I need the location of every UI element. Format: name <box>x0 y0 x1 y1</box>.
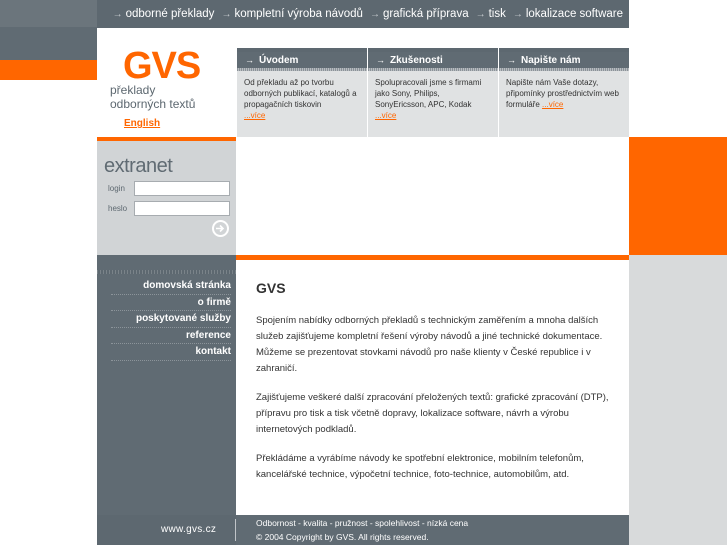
footer <box>236 515 629 545</box>
panel-intro <box>236 48 367 137</box>
topnav-item-localization[interactable] <box>513 8 623 20</box>
topnav-item-translations[interactable] <box>113 8 215 20</box>
topnav-item-graphics[interactable] <box>370 8 469 20</box>
panel-text: Od překladu až po tvorbu odborných publikací, katalogů a propagačních tiskovin <box>244 78 357 109</box>
password-input[interactable] <box>134 201 230 216</box>
password-label: heslo <box>108 204 128 213</box>
panel-header[interactable] <box>499 48 629 68</box>
logo-subtitle <box>110 83 195 111</box>
sidebar <box>97 260 236 515</box>
arrow-right-icon: → <box>112 8 123 20</box>
content-paragraph: Spojením nabídky odborných překladů s technickým zaměřením a mnoha dalších služeb zajišťujeme kompletní řešení výroby návodů a jiné technické dokumentace. Můžeme se prezentovat stovkami návodů pro naše klienty v České republice i v zahraničí. <box>256 315 603 374</box>
english-language-link[interactable]: English <box>124 118 161 129</box>
login-label: login <box>108 184 125 193</box>
panel-body <box>499 71 629 116</box>
main-content <box>256 280 616 496</box>
panel-more-link[interactable]: ...více <box>542 100 564 109</box>
footer-slogan: Odbornost - kvalita - pružnost - spolehlivost - nízká cena <box>256 518 469 528</box>
topnav-item-manuals[interactable] <box>221 8 363 20</box>
panel-title: Úvodem <box>259 54 299 66</box>
panel-contact <box>498 48 629 137</box>
panel-text: Spolupracovali jsme s firmami jako Sony, Philips, SonyEricsson, APC, Kodak <box>375 78 482 109</box>
panel-header[interactable] <box>237 48 367 68</box>
top-nav <box>97 0 629 28</box>
panel-title: Zkušenosti <box>390 54 443 66</box>
content-orange-divider <box>236 255 629 260</box>
logo-subtitle-line: odborných textů <box>110 97 196 111</box>
topnav-item-label: odborné překlady <box>125 8 215 20</box>
topnav-item-label: tisk <box>488 8 506 20</box>
logo-subtitle-line: překlady <box>110 83 156 97</box>
sidebar-menu <box>111 278 231 361</box>
arrow-right-icon: → <box>221 8 232 20</box>
arrow-right-icon: → <box>507 55 516 65</box>
left-orange-band <box>0 60 97 80</box>
extranet-title: extranet <box>104 155 173 177</box>
footer-url: www.gvs.cz <box>161 524 217 535</box>
feature-panels <box>236 48 629 137</box>
logo[interactable]: GVS <box>123 45 201 87</box>
left-gray-band-top <box>0 0 97 27</box>
arrow-right-icon: → <box>512 8 523 20</box>
sidebar-item-home[interactable]: domovská stránka <box>111 278 231 295</box>
panel-more-link[interactable]: ...více <box>375 111 397 120</box>
panel-body <box>237 71 367 127</box>
panel-header[interactable] <box>368 48 498 68</box>
arrow-right-icon: → <box>245 55 254 65</box>
panel-text: Napište nám Vaše dotazy, připomínky prostřednictvím web formuláře <box>506 78 619 109</box>
panel-title: Napište nám <box>521 54 581 66</box>
logo-block <box>97 28 236 139</box>
right-orange-band <box>629 137 727 255</box>
login-input[interactable] <box>134 181 230 196</box>
topnav-item-label: grafická příprava <box>382 8 469 20</box>
arrow-right-icon: → <box>369 8 380 20</box>
sidebar-item-contact[interactable]: kontakt <box>111 344 231 361</box>
arrow-right-icon: → <box>376 55 385 65</box>
footer-left <box>97 515 236 545</box>
panel-body <box>368 71 498 127</box>
sidebar-item-about[interactable]: o firmě <box>111 295 231 312</box>
topnav-item-label: kompletní výroba návodů <box>234 8 363 20</box>
content-paragraph: Překládáme a vyrábíme návody ke spotřební elektronice, mobilním telefonům, kancelářské technice, výpočetní technice, foto-technice, automobilům, atd. <box>256 453 584 480</box>
sidebar-stripe <box>97 270 236 274</box>
topnav-item-label: lokalizace software <box>525 8 623 20</box>
extranet-login <box>97 141 236 255</box>
arrow-right-icon: → <box>475 8 486 20</box>
right-gray-band <box>629 255 727 545</box>
sidebar-item-services[interactable]: poskytované služby <box>111 311 231 328</box>
login-arrow-icon <box>215 223 226 234</box>
content-paragraph: Zajišťujeme veškeré další zpracování přeložených textů: grafické zpracování (DTP), přípravu pro tisk a tisk včetně dopravy, lokalizace software, návrh a výrobu internetových podkladů. <box>256 392 609 435</box>
page-title: GVS <box>256 280 286 296</box>
login-submit-button[interactable] <box>212 220 229 237</box>
right-top-area <box>629 0 727 28</box>
panel-more-link[interactable]: ...více <box>244 111 266 120</box>
sidebar-item-references[interactable]: reference <box>111 328 231 345</box>
footer-copyright: © 2004 Copyright by GVS. All rights reserved. <box>256 532 429 542</box>
topnav-item-print[interactable] <box>476 8 506 20</box>
panel-experience <box>367 48 498 137</box>
